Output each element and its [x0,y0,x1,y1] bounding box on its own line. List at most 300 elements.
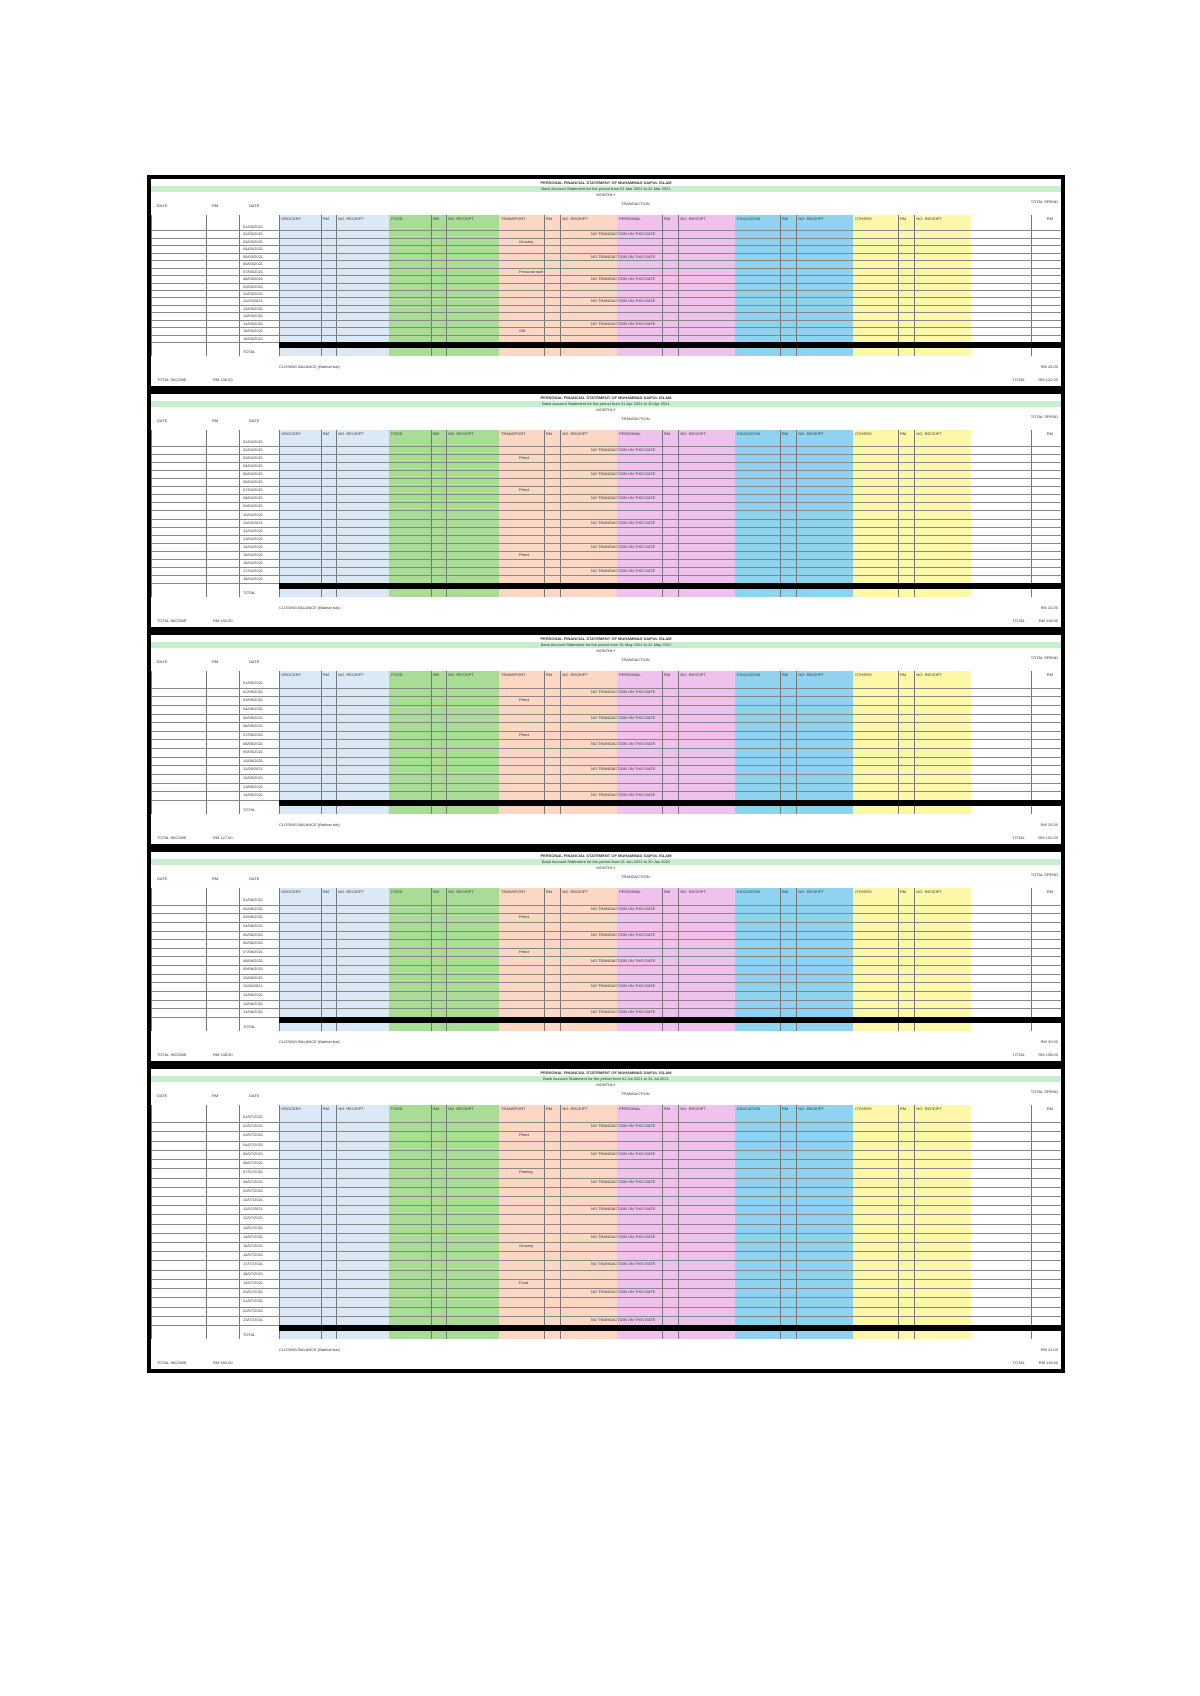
statement-title: PERSONAL FINANCIAL STATEMENT OF MUHAMMAD SAIFUL ISLAM [540,1070,672,1075]
row-date: 07/03/2021 [243,268,264,274]
row-date: 12/06/2021 [243,992,264,998]
row-date: 14/07/2021 [243,1233,264,1239]
category-header: NO. RECEIPT [562,431,588,436]
row-date: 05/04/2021 [243,471,264,477]
row-date: 03/07/2021 [243,1132,264,1138]
category-header: GROCERY [281,889,302,894]
statement-title: PERSONAL FINANCIAL STATEMENT OF MUHAMMAD SAIFUL ISLAM [540,636,672,641]
category-header: PERSONAL [619,216,641,221]
category-header: RM [545,672,553,677]
category-header: NO. RECEIPT [338,216,364,221]
row-note: NO TRANSACTION ON THIS DATE [591,1123,656,1129]
category-header: RM [781,889,789,894]
transaction-label: TRANSACTION [621,1091,650,1096]
row-date: 09/03/2021 [243,283,264,289]
total-rm-header: RM [1046,672,1053,677]
category-header: RM [432,672,440,677]
row-note: Food [519,1279,529,1285]
row-date: 02/04/2021 [243,447,264,453]
category-header: RM [781,216,789,221]
total-spend-value: RM 102.00 [1038,835,1058,840]
category-header: RM [545,431,553,436]
total-income-value: RM 160.00 [213,1360,233,1365]
total-spend-header: TOTAL SPEND [1030,872,1058,877]
total-divider [279,1325,1061,1331]
category-header: GROCERY [281,1106,302,1111]
left-header-rm: RM [212,659,219,664]
row-date: 01/07/2021 [243,1114,264,1119]
row-note: NO TRANSACTION ON THIS DATE [591,1289,656,1295]
total-label: TOTAL [243,807,256,812]
total-spend-label: TOTAL [1012,1360,1025,1365]
row-date: 12/04/2021 [243,527,264,533]
row-note: NO TRANSACTION ON THIS DATE [591,253,656,259]
category-header: NO. RECEIPT [562,216,588,221]
total-income-label: TOTAL INCOME [157,377,187,382]
row-date: 01/03/2021 [243,224,264,229]
category-header: NO. RECEIPT [448,889,474,894]
category-header: NO. RECEIPT [798,216,824,221]
category-header: RM [899,889,907,894]
row-note: Petrol [519,697,530,703]
row-date: 16/03/2021 [243,335,264,341]
category-header: NO. RECEIPT [562,1106,588,1111]
category-header: RM [781,672,789,677]
row-note: NO TRANSACTION ON THIS DATE [591,792,656,798]
row-date: 11/06/2021 [243,983,263,989]
left-header-date: DATE [157,418,168,423]
statement-title: PERSONAL FINANCIAL STATEMENT OF MUHAMMAD SAIFUL ISLAM [540,180,672,185]
row-date: 22/07/2021 [243,1307,264,1313]
transaction-table [151,430,1061,597]
category-header: NO. RECEIPT [562,889,588,894]
total-spend-label: TOTAL [1012,618,1025,623]
statement-title: PERSONAL FINANCIAL STATEMENT OF MUHAMMAD SAIFUL ISLAM [540,395,672,400]
category-header: NO. RECEIPT [680,889,706,894]
category-header: OTHERS [855,216,872,221]
category-header: PERSONAL [619,672,641,677]
row-date: 02/07/2021 [243,1123,264,1129]
row-date: 03/05/2021 [243,697,264,703]
category-header: EDUCATION [737,216,761,221]
category-header: TRANSPORT [501,1106,526,1111]
total-spend-header: TOTAL SPEND [1030,655,1058,660]
closing-balance-label: CLOSING BALANCE (Bakhar bal) [279,1347,340,1352]
closing-balance-label: CLOSING BALANCE (Bakhar bal) [279,364,340,369]
left-header-date: DATE [157,1093,168,1098]
left-header-rm: RM [212,876,219,881]
category-header: NO. RECEIPT [916,672,942,677]
row-date: 13/07/2021 [243,1224,264,1230]
category-header: NO. RECEIPT [680,1106,706,1111]
row-date: 18/04/2021 [243,575,264,581]
row-date: 13/03/2021 [243,313,264,319]
row-note: NO TRANSACTION ON THIS DATE [591,543,656,549]
total-rm-header: RM [1046,1106,1053,1111]
row-date: 07/06/2021 [243,948,264,954]
category-header: RM [322,431,330,436]
row-date: 13/05/2021 [243,783,264,789]
row-date: 12/07/2021 [243,1215,264,1221]
row-date: 05/03/2021 [243,253,264,259]
category-header: RM [899,216,907,221]
row-note: Personal stuff [519,268,544,274]
row-note: NO TRANSACTION ON THIS DATE [591,519,656,525]
category-header: PERSONAL [619,889,641,894]
total-divider [279,1017,1061,1023]
row-date: 08/03/2021 [243,276,264,282]
row-date: 11/03/2021 [243,298,263,304]
category-header: RM [322,1106,330,1111]
category-header: RM [545,216,553,221]
closing-balance-label: CLOSING BALANCE (Bakhar bal) [279,1039,340,1044]
category-header: RM [663,672,671,677]
total-spend-value: RM 118.00 [1038,618,1058,623]
category-header: RM [781,431,789,436]
row-date: 06/06/2021 [243,940,264,946]
monthly-block [151,635,1061,844]
category-header: EDUCATION [737,672,761,677]
category-header: NO. RECEIPT [916,216,942,221]
row-note: NO TRANSACTION ON THIS DATE [591,766,656,772]
row-date: 03/04/2021 [243,455,264,461]
category-header: FOOD [391,1106,403,1111]
row-date: 08/06/2021 [243,957,264,963]
total-label: TOTAL [243,1024,256,1029]
total-rm-header: RM [1046,889,1053,894]
statement-subtitle: Bank Account Statement for the period from 01 Jul 2021 to 31 Jul 2021 [543,1076,669,1081]
left-header-date2: DATE [249,876,260,881]
total-spend-header: TOTAL SPEND [1030,199,1058,204]
left-header-date: DATE [157,659,168,664]
category-header: NO. RECEIPT [916,431,942,436]
total-spend-header: TOTAL SPEND [1030,414,1058,419]
statement-subtitle: Bank Account Statement for the period from 01 Mar 2021 to 31 Mar 2021 [541,186,671,191]
row-date: 18/07/2021 [243,1270,264,1276]
row-note: Grocery [519,238,534,244]
row-note: Petrol [519,914,530,920]
row-note: Petrol [519,1132,530,1138]
row-note: NO TRANSACTION ON THIS DATE [591,1261,656,1267]
row-date: 19/07/2021 [243,1279,264,1285]
closing-balance-value: RM 30.00 [1040,1039,1058,1044]
category-header: GROCERY [281,672,302,677]
total-divider [279,342,1061,348]
transaction-label: TRANSACTION [621,874,650,879]
total-divider [279,583,1061,589]
category-header: FOOD [391,216,403,221]
closing-balance-value: RM 28.00 [1040,364,1058,369]
row-note: NO TRANSACTION ON THIS DATE [591,905,656,911]
transaction-table [151,215,1061,356]
row-date: 01/06/2021 [243,897,264,902]
statement-subtitle: Bank Account Statement for the period from 01 Apr 2021 to 30 Apr 2021 [542,401,670,406]
row-note: Petrol [519,455,530,461]
category-header: NO. RECEIPT [448,216,474,221]
left-header-date2: DATE [249,203,260,208]
row-date: 13/04/2021 [243,535,264,541]
row-date: 03/06/2021 [243,914,264,920]
closing-balance-label: CLOSING BALANCE (Bakhar bal) [279,605,340,610]
row-date: 09/05/2021 [243,749,264,755]
row-date: 06/07/2021 [243,1160,264,1166]
row-note: NO TRANSACTION ON THIS DATE [591,714,656,720]
category-header: NO. RECEIPT [448,1106,474,1111]
row-note: Parking [519,1169,533,1175]
row-date: 10/06/2021 [243,974,264,980]
left-header-rm: RM [212,203,219,208]
category-header: NO. RECEIPT [798,889,824,894]
category-header: NO. RECEIPT [338,672,364,677]
row-note: NO TRANSACTION ON THIS DATE [591,740,656,746]
row-date: 09/04/2021 [243,503,264,509]
row-note: NO TRANSACTION ON THIS DATE [591,298,656,304]
total-income-value: RM 150.00 [213,618,233,623]
category-header: OTHERS [855,431,872,436]
section-label: MONTHLY [596,865,616,870]
row-date: 07/05/2021 [243,731,264,737]
total-spend-value: RM 108.00 [1038,1052,1058,1057]
left-header-rm: RM [212,1093,219,1098]
row-date: 15/04/2021 [243,551,264,557]
total-income-label: TOTAL INCOME [157,618,187,623]
row-note: NO TRANSACTION ON THIS DATE [591,957,656,963]
category-header: RM [432,216,440,221]
row-note: Petrol [519,487,530,493]
row-date: 11/04/2021 [243,519,263,525]
category-header: NO. RECEIPT [338,889,364,894]
row-note: NO TRANSACTION ON THIS DATE [591,688,656,694]
row-note: NO TRANSACTION ON THIS DATE [591,447,656,453]
statement-subtitle: Bank Account Statement for the period from 01 May 2021 to 31 May 2021 [540,642,672,647]
row-date: 12/03/2021 [243,305,264,311]
total-rm-header: RM [1046,431,1053,436]
row-note: NO TRANSACTION ON THIS DATE [591,1206,656,1212]
row-date: 04/03/2021 [243,246,264,252]
row-date: 01/05/2021 [243,680,264,685]
row-note: NO TRANSACTION ON THIS DATE [591,1009,656,1015]
category-header: RM [663,889,671,894]
closing-balance-value: RM 25.00 [1040,822,1058,827]
row-date: 07/07/2021 [243,1169,264,1175]
row-date: 05/07/2021 [243,1150,264,1156]
left-header-date2: DATE [249,1093,260,1098]
total-spend-label: TOTAL [1012,835,1025,840]
monthly-block [151,179,1061,386]
section-label: MONTHLY [596,407,616,412]
row-date: 09/06/2021 [243,966,264,972]
transaction-table [151,888,1061,1031]
category-header: RM [899,1106,907,1111]
statement-subtitle: Bank Account Statement for the period from 01 Jun 2021 to 30 Jun 2021 [541,859,671,864]
row-note: NO TRANSACTION ON THIS DATE [591,931,656,937]
category-header: NO. RECEIPT [448,672,474,677]
total-divider [279,800,1061,806]
category-header: TRANSPORT [501,672,526,677]
category-header: TRANSPORT [501,889,526,894]
row-date: 17/04/2021 [243,567,264,573]
category-header: RM [663,431,671,436]
category-header: NO. RECEIPT [680,431,706,436]
category-header: PERSONAL [619,1106,641,1111]
category-header: NO. RECEIPT [562,672,588,677]
category-header: FOOD [391,672,403,677]
category-header: NO. RECEIPT [338,431,364,436]
row-date: 12/05/2021 [243,775,264,781]
row-date: 06/05/2021 [243,723,264,729]
total-spend-label: TOTAL [1012,377,1025,382]
row-date: 04/05/2021 [243,705,264,711]
row-date: 01/04/2021 [243,439,264,444]
section-label: MONTHLY [596,648,616,653]
category-header: RM [432,889,440,894]
category-header: RM [663,1106,671,1111]
row-note: NO TRANSACTION ON THIS DATE [591,276,656,282]
row-date: 03/03/2021 [243,238,264,244]
category-header: FOOD [391,889,403,894]
row-date: 07/04/2021 [243,487,264,493]
category-header: EDUCATION [737,889,761,894]
row-date: 06/04/2021 [243,479,264,485]
category-header: RM [781,1106,789,1111]
row-date: 04/06/2021 [243,922,264,928]
left-header-date: DATE [157,203,168,208]
category-header: RM [663,216,671,221]
total-label: TOTAL [243,1332,256,1337]
row-date: 02/05/2021 [243,688,264,694]
closing-balance-label: CLOSING BALANCE (Bakhar bal) [279,822,340,827]
category-header: NO. RECEIPT [680,216,706,221]
statement-title: PERSONAL FINANCIAL STATEMENT OF MUHAMMAD SAIFUL ISLAM [540,853,672,858]
section-label: MONTHLY [596,1082,616,1087]
row-date: 17/07/2021 [243,1261,264,1267]
transaction-table [151,1105,1061,1339]
category-header: EDUCATION [737,1106,761,1111]
row-note: NO TRANSACTION ON THIS DATE [591,1178,656,1184]
category-header: NO. RECEIPT [798,431,824,436]
row-date: 11/07/2021 [243,1206,263,1212]
row-note: NO TRANSACTION ON THIS DATE [591,567,656,573]
total-income-value: RM 138.00 [213,1052,233,1057]
row-date: 10/04/2021 [243,511,264,517]
row-date: 15/07/2021 [243,1243,264,1249]
row-date: 14/04/2021 [243,543,264,549]
category-header: FOOD [391,431,403,436]
transaction-label: TRANSACTION [621,416,650,421]
total-rm-header: RM [1046,216,1053,221]
monthly-block [151,1069,1061,1369]
category-header: EDUCATION [737,431,761,436]
row-note: NO TRANSACTION ON THIS DATE [591,1150,656,1156]
row-date: 14/03/2021 [243,320,264,326]
category-header: RM [899,672,907,677]
category-header: RM [322,889,330,894]
category-header: OTHERS [855,1106,872,1111]
row-date: 02/06/2021 [243,905,264,911]
row-date: 10/05/2021 [243,757,264,763]
row-date: 05/05/2021 [243,714,264,720]
category-header: RM [545,889,553,894]
monthly-block [151,852,1061,1061]
total-income-value: RM 127.00 [213,835,233,840]
row-note: NO TRANSACTION ON THIS DATE [591,231,656,237]
category-header: NO. RECEIPT [916,1106,942,1111]
category-header: RM [322,216,330,221]
category-header: PERSONAL [619,431,641,436]
category-header: RM [322,672,330,677]
total-spend-value: RM 119.00 [1038,1360,1058,1365]
closing-balance-value: RM 41.00 [1040,1347,1058,1352]
row-date: 09/07/2021 [243,1187,264,1193]
monthly-block [151,394,1061,627]
total-income-value: RM 136.00 [213,377,233,382]
statement-sheet [147,175,1065,1373]
row-date: 14/05/2021 [243,792,264,798]
row-date: 05/06/2021 [243,931,264,937]
category-header: RM [545,1106,553,1111]
row-date: 10/03/2021 [243,290,264,296]
row-date: 14/06/2021 [243,1009,264,1015]
row-note: NO TRANSACTION ON THIS DATE [591,1233,656,1239]
row-date: 11/05/2021 [243,766,263,772]
row-date: 16/07/2021 [243,1252,264,1258]
row-date: 16/04/2021 [243,559,264,565]
row-note: Gift [519,328,526,334]
category-header: TRANSPORT [501,216,526,221]
row-date: 23/07/2021 [243,1316,264,1322]
row-date: 10/07/2021 [243,1196,264,1202]
row-note: NO TRANSACTION ON THIS DATE [591,1316,656,1322]
left-header-rm: RM [212,418,219,423]
row-note: NO TRANSACTION ON THIS DATE [591,495,656,501]
row-note: Petrol [519,551,530,557]
row-note: NO TRANSACTION ON THIS DATE [591,983,656,989]
total-income-label: TOTAL INCOME [157,835,187,840]
category-header: RM [432,1106,440,1111]
row-date: 20/07/2021 [243,1289,264,1295]
total-spend-value: RM 120.00 [1038,377,1058,382]
category-header: NO. RECEIPT [798,672,824,677]
total-income-label: TOTAL INCOME [157,1360,187,1365]
category-header: NO. RECEIPT [680,672,706,677]
row-date: 08/05/2021 [243,740,264,746]
closing-balance-value: RM 32.00 [1040,605,1058,610]
left-header-date: DATE [157,876,168,881]
category-header: GROCERY [281,431,302,436]
category-header: RM [432,431,440,436]
row-date: 15/03/2021 [243,328,264,334]
transaction-label: TRANSACTION [621,657,650,662]
row-note: Petrol [519,948,530,954]
total-income-label: TOTAL INCOME [157,1052,187,1057]
category-header: RM [899,431,907,436]
row-date: 13/06/2021 [243,1000,264,1006]
left-header-date2: DATE [249,418,260,423]
total-label: TOTAL [243,349,256,354]
section-label: MONTHLY [596,192,616,197]
row-note: Grocery [519,1243,534,1249]
category-header: OTHERS [855,889,872,894]
category-header: NO. RECEIPT [448,431,474,436]
row-note: NO TRANSACTION ON THIS DATE [591,471,656,477]
row-date: 04/07/2021 [243,1141,264,1147]
row-date: 04/04/2021 [243,463,264,469]
row-date: 02/03/2021 [243,231,264,237]
transaction-label: TRANSACTION [621,201,650,206]
category-header: OTHERS [855,672,872,677]
category-header: GROCERY [281,216,302,221]
left-header-date2: DATE [249,659,260,664]
